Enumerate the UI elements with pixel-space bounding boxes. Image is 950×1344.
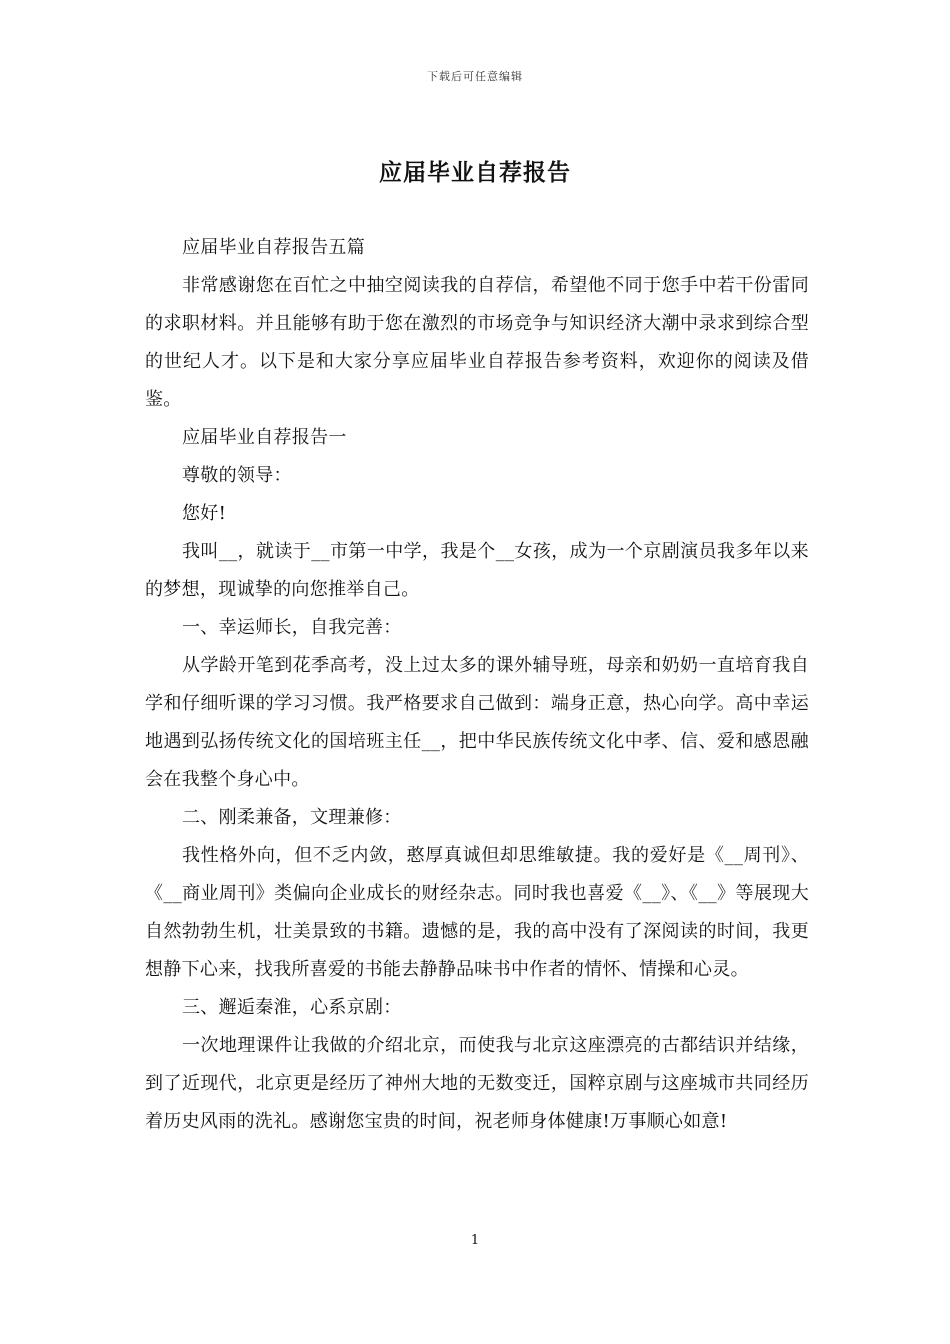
paragraph-salutation: 尊敬的领导： (182, 465, 292, 486)
paragraph-self-intro: 我叫__，就读于__市第一中学，我是个__女孩，成为一个京剧演员我多年以来的梦想，现诚挚的向您推举自己。 (145, 541, 809, 600)
paragraph-heading-2: 二、刚柔兼备，文理兼修： (182, 807, 402, 828)
paragraph-body-1: 从学龄开笔到花季高考，没上过太多的课外辅导班，母亲和奶奶一直培育我自学和仔细听课的学习习惯。我严格要求自己做到：端身正意，热心向学。高中幸运地遇到弘扬传统文化的国培班主任__，把中华民族传统文化中孝、信、爱和感恩融会在我整个身心中。 (145, 655, 809, 790)
document-body (145, 229, 809, 1141)
page-number: 1 (470, 1233, 480, 1248)
paragraph-greeting: 您好! (182, 503, 227, 524)
paragraph-heading-3: 三、邂逅秦淮，心系京剧： (182, 997, 402, 1018)
paragraph-heading-1: 一、幸运师长，自我完善： (182, 617, 402, 638)
paragraph-body-2: 我性格外向，但不乏内敛，憨厚真诚但却思维敏捷。我的爱好是《__周刊》、《__商业周刊》类偏向企业成长的财经杂志。同时我也喜爱《__》、《__》等展现大自然勃勃生机，壮美景致的书籍。遗憾的是，我的高中没有了深阅读的时间，我更想静下心来，找我所喜爱的书能去静静品味书中作者的情怀、情操和心灵。 (145, 845, 809, 980)
paragraph-subtitle: 应届毕业自荐报告五篇 (182, 237, 365, 258)
page-header-note: 下载后可任意编辑 (427, 70, 523, 83)
paragraph-body-3: 一次地理课件让我做的介绍北京，而使我与北京这座漂亮的古都结识并结缘，到了近现代，北京更是经历了神州大地的无数变迁，国粹京剧与这座城市共同经历着历史风雨的洗礼。感谢您宝贵的时间，祝老师身体健康!万事顺心如意! (145, 1035, 809, 1132)
document-title: 应届毕业自荐报告 (379, 159, 571, 186)
paragraph-section-title: 应届毕业自荐报告一 (182, 427, 347, 448)
paragraph-intro: 非常感谢您在百忙之中抽空阅读我的自荐信，希望他不同于您手中若干份雷同的求职材料。并且能够有助于您在激烈的市场竞争与知识经济大潮中录求到综合型的世纪人才。以下是和大家分享应届毕业自荐报告参考资料，欢迎你的阅读及借鉴。 (145, 275, 809, 410)
